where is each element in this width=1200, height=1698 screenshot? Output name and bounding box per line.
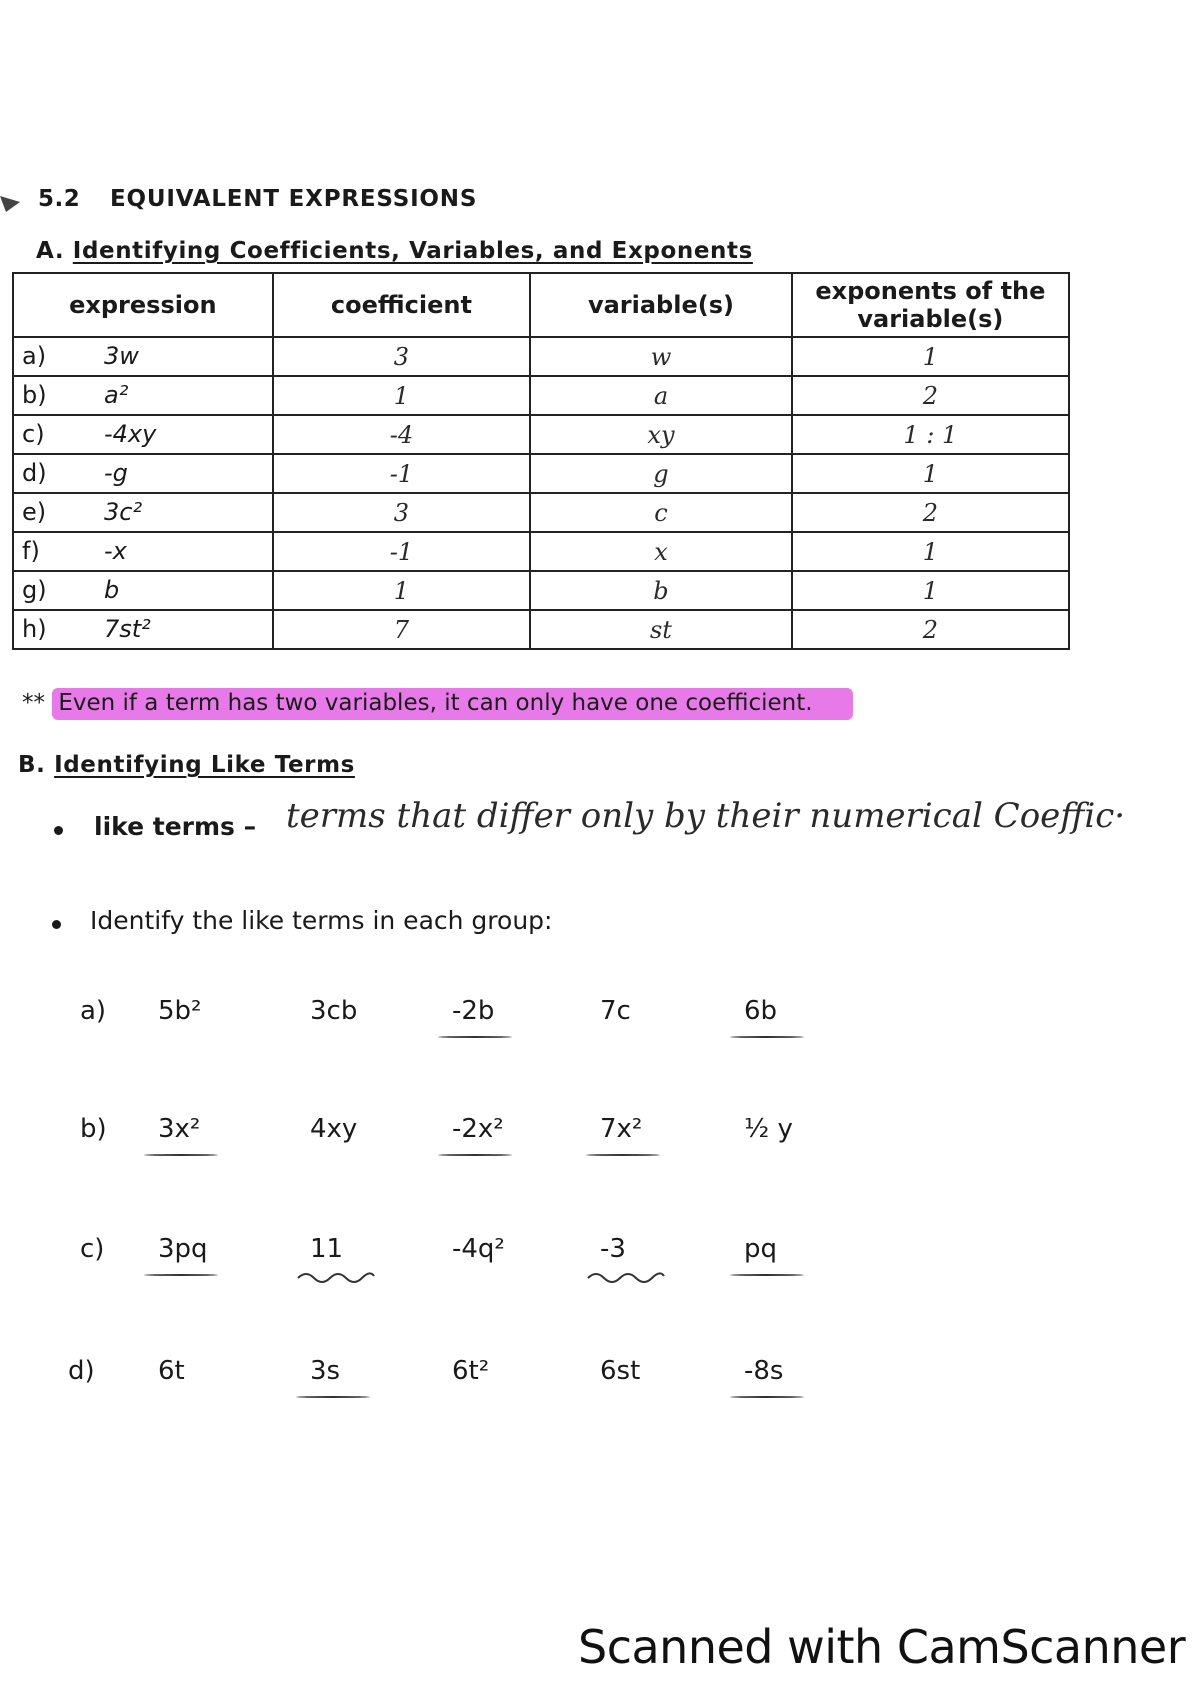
exponents-cell: 1 (792, 454, 1069, 493)
coefficient-cell: 3 (273, 337, 531, 376)
group-term: -3 (600, 1234, 626, 1264)
variables-cell: a (530, 376, 792, 415)
group-term: 6st (600, 1356, 641, 1386)
group-term: 3cb (310, 996, 358, 1026)
part-b-heading (18, 752, 355, 778)
hand-underline (730, 1036, 804, 1038)
part-a-heading (36, 238, 753, 264)
coefficient-cell: -4 (273, 415, 531, 454)
table-row (13, 454, 1069, 493)
exponents-cell: 1 (792, 337, 1069, 376)
table-row (13, 337, 1069, 376)
group-term: -4q² (452, 1234, 505, 1264)
table-row (13, 571, 1069, 610)
group-label: c) (80, 1234, 105, 1264)
variables-cell: w (530, 337, 792, 376)
header-exponents: exponents of the variable(s) (792, 273, 1069, 337)
group-term: 3s (310, 1356, 341, 1386)
corner-mark-icon (0, 192, 26, 214)
group-label: a) (80, 996, 107, 1026)
hand-underline (296, 1396, 370, 1398)
variables-cell: x (530, 532, 792, 571)
part-a-title: Identifying Coefficients, Variables, and Exponents (72, 238, 753, 264)
header-expression: expression (13, 273, 273, 337)
group-term: 6b (744, 996, 778, 1026)
hand-underline (730, 1274, 804, 1276)
bullet-like-terms (54, 826, 63, 835)
group-term: 3x² (158, 1114, 201, 1144)
row-letter: a) (22, 342, 47, 370)
row-letter: h) (22, 615, 47, 643)
expression-cell (13, 415, 273, 454)
section-number: 5.2 (38, 186, 81, 212)
group-term: 6t² (452, 1356, 490, 1386)
table-header-row (13, 273, 1069, 337)
group-term: -2b (452, 996, 495, 1026)
expression-cell (13, 610, 273, 649)
hand-underline (144, 1274, 218, 1276)
variables-cell: xy (530, 415, 792, 454)
table-row (13, 415, 1069, 454)
coefficient-cell: 7 (273, 610, 531, 649)
expression-value: -4xy (104, 420, 157, 448)
table-row (13, 610, 1069, 649)
expression-value: 3w (104, 342, 139, 370)
group-term: 3pq (158, 1234, 208, 1264)
header-variables: variable(s) (530, 273, 792, 337)
identify-prompt: Identify the like terms in each group: (90, 906, 553, 935)
variables-cell: c (530, 493, 792, 532)
row-letter: c) (22, 420, 45, 448)
row-letter: d) (22, 459, 47, 487)
expression-value: -x (104, 537, 127, 565)
section-title: EQUIVALENT EXPRESSIONS (110, 186, 478, 212)
coefficient-cell: 3 (273, 493, 531, 532)
exponents-cell: 1 : 1 (792, 415, 1069, 454)
group-term: ½ y (744, 1114, 793, 1144)
row-letter: f) (22, 537, 40, 565)
variables-cell: g (530, 454, 792, 493)
part-b-label: B. (18, 752, 46, 778)
variables-cell: st (530, 610, 792, 649)
expression-value: 3c² (104, 498, 143, 526)
table-row (13, 532, 1069, 571)
expression-cell (13, 493, 273, 532)
group-term: 6t (158, 1356, 185, 1386)
exponents-cell: 2 (792, 376, 1069, 415)
coefficient-cell: -1 (273, 532, 531, 571)
group-term: 4xy (310, 1114, 358, 1144)
part-b-title: Identifying Like Terms (54, 752, 355, 778)
expression-cell (13, 571, 273, 610)
group-term: 7c (600, 996, 631, 1026)
hand-underline (144, 1154, 218, 1156)
coefficient-note (22, 690, 853, 716)
expression-value: b (104, 576, 120, 604)
exponents-cell: 1 (792, 571, 1069, 610)
expression-cell (13, 454, 273, 493)
expression-cell (13, 532, 273, 571)
row-letter: b) (22, 381, 47, 409)
part-a-label: A. (36, 238, 65, 264)
row-letter: g) (22, 576, 47, 604)
like-terms-label: like terms – (94, 812, 257, 841)
expression-value: -g (104, 459, 128, 487)
expression-value: 7st² (104, 615, 151, 643)
table-row (13, 376, 1069, 415)
variables-cell: b (530, 571, 792, 610)
coefficient-cell: -1 (273, 454, 531, 493)
group-term: 5b² (158, 996, 202, 1026)
hand-underline (730, 1396, 804, 1398)
group-term: 11 (310, 1234, 344, 1264)
hand-underline (438, 1036, 512, 1038)
coefficient-cell: 1 (273, 376, 531, 415)
coefficient-cell: 1 (273, 571, 531, 610)
table-row (13, 493, 1069, 532)
hand-squiggle (586, 1268, 666, 1284)
scanner-watermark: Scanned with CamScanner (578, 1620, 1186, 1674)
hand-squiggle (296, 1268, 376, 1284)
hand-underline (586, 1154, 660, 1156)
header-coefficient: coefficient (273, 273, 531, 337)
exponents-cell: 2 (792, 610, 1069, 649)
coefficients-table (12, 272, 1070, 650)
group-term: -2x² (452, 1114, 504, 1144)
group-term: -8s (744, 1356, 784, 1386)
expression-value: a² (104, 381, 129, 409)
hand-underline (438, 1154, 512, 1156)
expression-cell (13, 337, 273, 376)
group-term: pq (744, 1234, 778, 1264)
exponents-cell: 1 (792, 532, 1069, 571)
note-prefix: ** (22, 690, 45, 716)
expression-cell (13, 376, 273, 415)
like-terms-definition: terms that differ only by their numerical Coeffic· (286, 796, 1126, 836)
bullet-identify (52, 920, 61, 929)
group-term: 7x² (600, 1114, 643, 1144)
note-highlight: Even if a term has two variables, it can only have one coefficient. (52, 688, 852, 720)
row-letter: e) (22, 498, 47, 526)
group-label: d) (68, 1356, 95, 1386)
group-label: b) (80, 1114, 107, 1144)
exponents-cell: 2 (792, 493, 1069, 532)
